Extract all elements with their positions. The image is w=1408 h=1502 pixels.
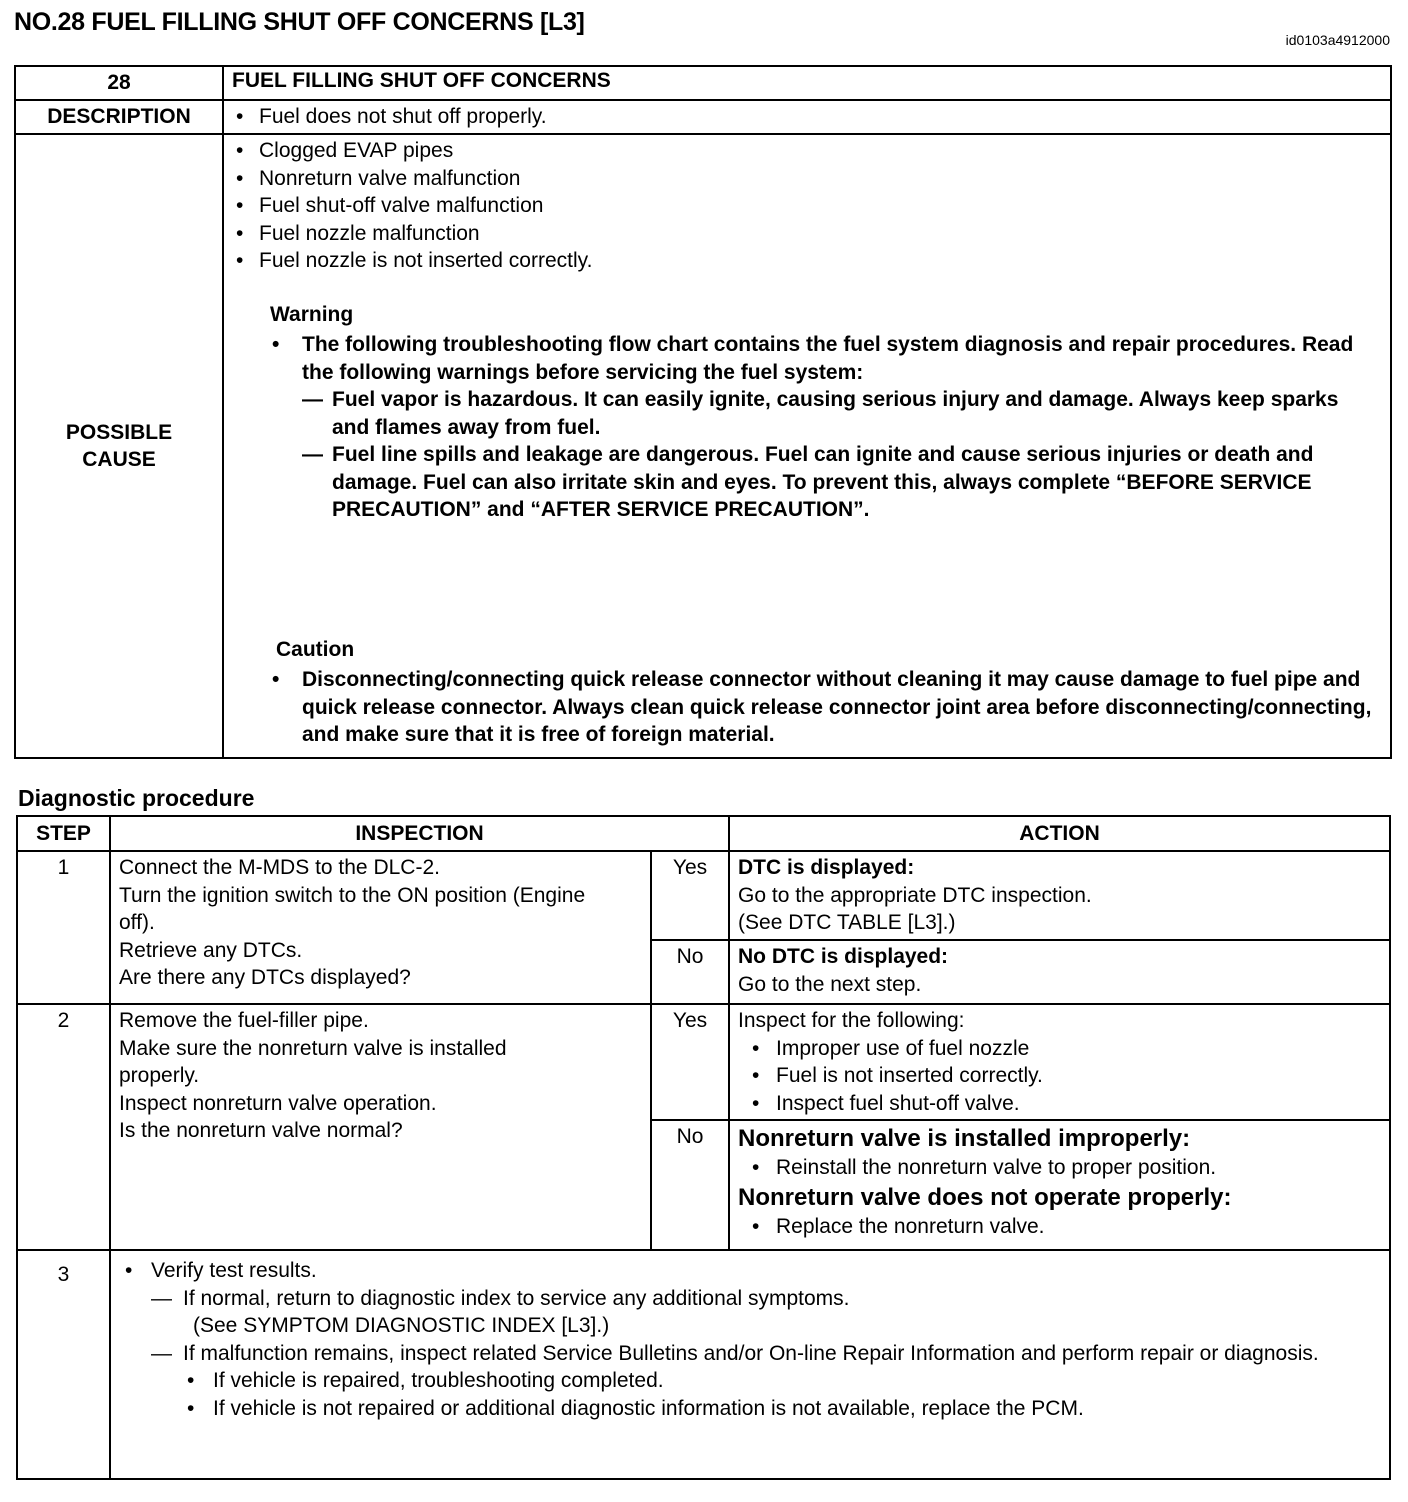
inspection-header: INSPECTION <box>110 816 729 851</box>
step-number: 2 <box>17 1004 110 1250</box>
action-header: ACTION <box>729 816 1390 851</box>
warning-item: — Fuel line spills and leakage are dangerous. Fuel can ignite and cause serious injuries or death and damage. Fuel can also irritate skin and eyes. To prevent this, always complete “BEFORE SERVICE PRECAUTION” and “AFTER SERVICE PRECAUTION”. <box>302 441 1370 524</box>
step-header: STEP <box>17 816 110 851</box>
yes-label: Yes <box>651 851 729 940</box>
step-number: 1 <box>17 851 110 1004</box>
step-inspection: Remove the fuel-filler pipe. Make sure the nonreturn valve is installed properly. Inspect nonreturn valve operation. Is the nonreturn valve normal? <box>110 1004 651 1250</box>
warning-body <box>270 331 1370 524</box>
description-label: DESCRIPTION <box>15 100 223 134</box>
step-3-content <box>110 1250 1390 1479</box>
verify-bullet: • Verify test results. <box>121 1257 1379 1285</box>
action-item: • Fuel is not inserted correctly. <box>738 1062 1381 1090</box>
yes-action: Inspect for the following: • Improper use of fuel nozzle • Fuel is not inserted correctly. • Inspect fuel shut-off valve. <box>729 1004 1390 1120</box>
action-item: • Improper use of fuel nozzle <box>738 1035 1381 1063</box>
cause-item: • Nonreturn valve malfunction <box>224 165 1390 193</box>
action-item: • Inspect fuel shut-off valve. <box>738 1090 1381 1118</box>
caution-heading: Caution <box>276 638 355 661</box>
symptom-number: 28 <box>15 66 223 100</box>
no-label: No <box>651 1120 729 1250</box>
possible-cause-cell <box>223 134 1391 758</box>
caution-text: • Disconnecting/connecting quick release connector without cleaning it may cause damage to fuel pipe and quick release connector. Always clean quick release connector joint area before disconnecting/connecting, and make sure that it is free of foreign material. <box>270 666 1382 749</box>
normal-reference: (See SYMPTOM DIAGNOSTIC INDEX [L3].) <box>193 1314 610 1337</box>
cause-list <box>224 135 1390 275</box>
no-label: No <box>651 940 729 1004</box>
cause-item: • Clogged EVAP pipes <box>224 137 1390 165</box>
repair-item: • If vehicle is not repaired or additional diagnostic information is not available, replace the PCM. <box>121 1395 1379 1423</box>
step-number: 3 <box>17 1250 110 1479</box>
warning-lead: • The following troubleshooting flow chart contains the fuel system diagnosis and repair procedures. Read the following warnings before servicing the fuel system: <box>270 331 1370 386</box>
malfunction-line: — If malfunction remains, inspect related Service Bulletins and/or On-line Repair Information and perform repair or diagnosis. <box>121 1340 1379 1368</box>
caution-body <box>270 666 1382 749</box>
yes-label: Yes <box>651 1004 729 1120</box>
no-action: Nonreturn valve is installed improperly: • Reinstall the nonreturn valve to proper position. Nonreturn valve does not operate properly: • Replace the nonreturn valve. <box>729 1120 1390 1250</box>
action-item: • Reinstall the nonreturn valve to proper position. <box>738 1154 1381 1182</box>
no-action: No DTC is displayed: Go to the next step. <box>729 940 1390 1004</box>
symptom-heading: FUEL FILLING SHUT OFF CONCERNS <box>223 66 1391 100</box>
cause-item: • Fuel nozzle is not inserted correctly. <box>224 247 1390 275</box>
repair-item: • If vehicle is repaired, troubleshooting completed. <box>121 1367 1379 1395</box>
cause-item: • Fuel shut-off valve malfunction <box>224 192 1390 220</box>
page-title: NO.28 FUEL FILLING SHUT OFF CONCERNS [L3] <box>14 8 585 36</box>
description-text: • Fuel does not shut off properly. <box>224 103 1390 131</box>
procedure-title: Diagnostic procedure <box>18 785 255 811</box>
procedure-table <box>16 815 1391 1480</box>
document-id: id0103a4912000 <box>1285 32 1390 48</box>
warning-heading: Warning <box>270 303 354 326</box>
warning-item: — Fuel vapor is hazardous. It can easily ignite, causing serious injury and damage. Always keep sparks and flames away from fuel. <box>302 386 1370 441</box>
step-inspection: Connect the M-MDS to the DLC-2. Turn the ignition switch to the ON position (Engine off). Retrieve any DTCs. Are there any DTCs displayed? <box>110 851 651 1004</box>
action-item: • Replace the nonreturn valve. <box>738 1213 1381 1241</box>
normal-line: — If normal, return to diagnostic index to service any additional symptoms. <box>121 1285 1379 1313</box>
yes-action: DTC is displayed: Go to the appropriate DTC inspection. (See DTC TABLE [L3].) <box>729 851 1390 940</box>
possible-cause-label: POSSIBLE CAUSE <box>15 134 223 758</box>
cause-item: • Fuel nozzle malfunction <box>224 220 1390 248</box>
symptom-table <box>14 65 1392 759</box>
description-cell <box>223 100 1391 134</box>
